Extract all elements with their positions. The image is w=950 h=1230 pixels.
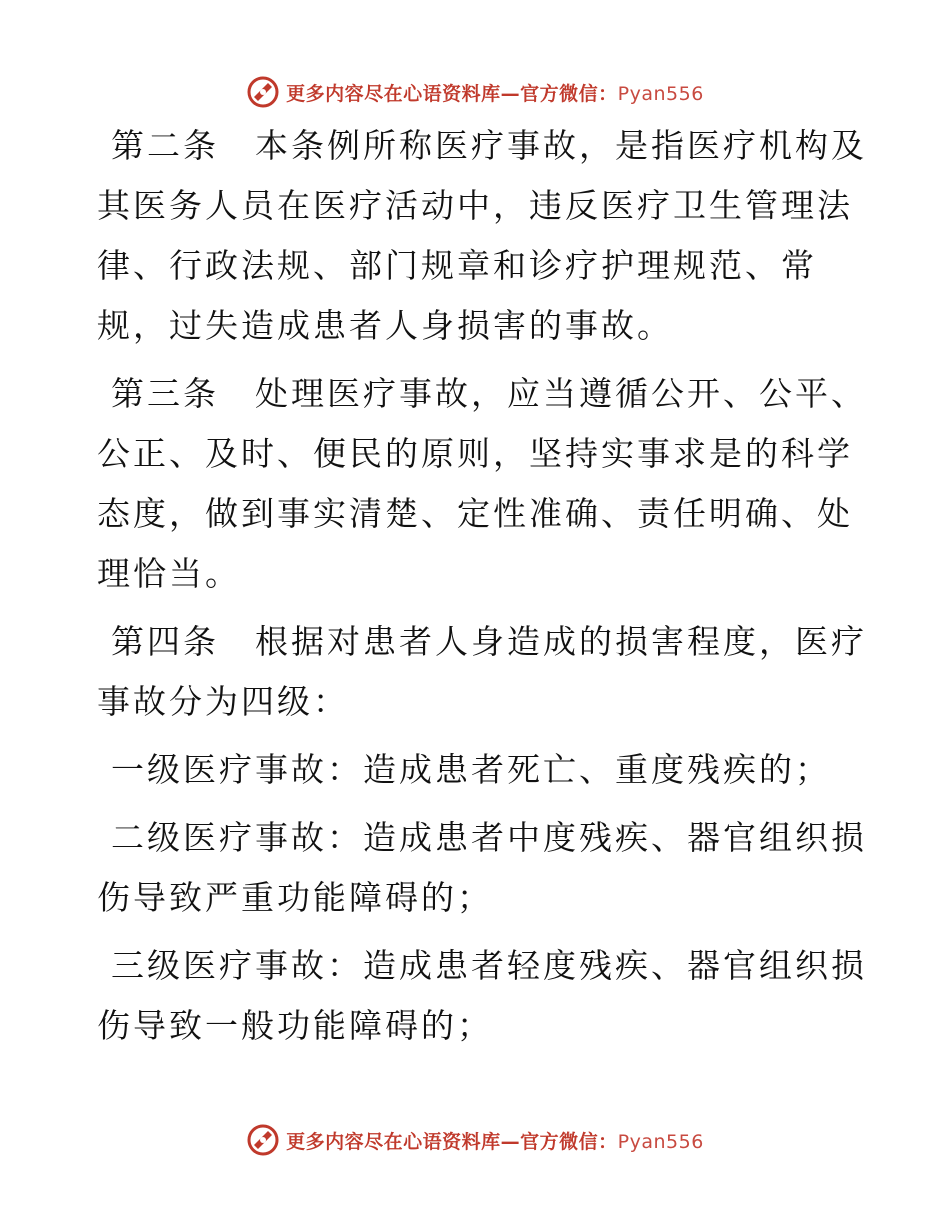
brand-logo-icon bbox=[246, 75, 280, 109]
document-body bbox=[97, 116, 867, 1064]
level-3-item: 三级医疗事故：造成患者轻度残疾、器官组织损伤导致一般功能障碍的； bbox=[97, 946, 867, 1045]
banner-text bbox=[286, 1127, 704, 1154]
article-2-paragraph: 第二条 本条例所称医疗事故，是指医疗机构及其医务人员在医疗活动中，违反医疗卫生管理法律、行政法规、部门规章和诊疗护理规范、常规，过失造成患者人身损害的事故。 bbox=[97, 126, 867, 345]
footer-banner bbox=[0, 1120, 950, 1160]
level-2-item: 二级医疗事故：造成患者中度残疾、器官组织损伤导致严重功能障碍的； bbox=[97, 818, 867, 917]
brand-logo-icon bbox=[246, 1123, 280, 1157]
banner-text bbox=[286, 79, 704, 106]
banner-label: 更多内容尽在心语资料库—官方微信： bbox=[286, 82, 618, 105]
wechat-id: Pyan556 bbox=[617, 1130, 704, 1153]
level-1-item: 一级医疗事故：造成患者死亡、重度残疾的； bbox=[111, 750, 831, 789]
wechat-id: Pyan556 bbox=[617, 82, 704, 105]
article-4-paragraph: 第四条 根据对患者人身造成的损害程度，医疗事故分为四级： bbox=[97, 622, 867, 721]
header-banner bbox=[0, 72, 950, 112]
article-3-paragraph: 第三条 处理医疗事故，应当遵循公开、公平、公正、及时、便民的原则，坚持实事求是的科学态度，做到事实清楚、定性准确、责任明确、处理恰当。 bbox=[97, 374, 867, 593]
banner-label: 更多内容尽在心语资料库—官方微信： bbox=[286, 1130, 618, 1153]
